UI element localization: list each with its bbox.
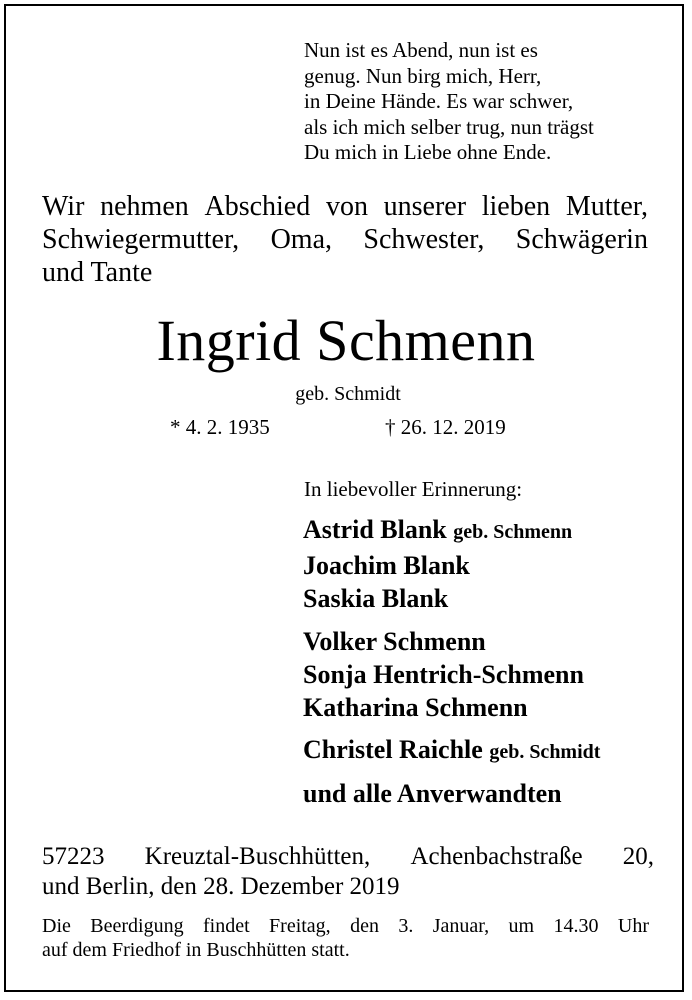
intro-word: nehmen: [100, 191, 189, 222]
mourner-entry: [303, 691, 600, 724]
intro-word: Mutter,: [565, 191, 648, 222]
poem-line: als ich mich selber trug, nun trägst: [304, 114, 594, 139]
poem: [304, 38, 594, 166]
intro-word: Schwester,: [363, 224, 485, 255]
mourner-entry: [303, 582, 600, 615]
mourner-entry: [303, 658, 600, 691]
mourner-name: Astrid Blank: [303, 515, 447, 544]
funeral-word: den: [350, 915, 379, 937]
address-word: 57223: [42, 843, 105, 870]
mourner-name: Sonja Hentrich-Schmenn: [303, 660, 584, 689]
intro-word: Schwiegermutter,: [42, 224, 240, 255]
funeral-word: um: [508, 915, 535, 937]
funeral-info: [42, 914, 649, 962]
address-word: Achenbachstraße: [410, 843, 583, 870]
mourners-closing: und alle Anverwandten: [303, 779, 562, 808]
address-line-1: [42, 842, 654, 872]
funeral-line-1: [42, 914, 649, 938]
intro-text: [42, 190, 648, 289]
address-line-2: und Berlin, den 28. Dezember 2019: [42, 873, 400, 900]
poem-line: Nun ist es Abend, nun ist es: [304, 38, 538, 62]
funeral-word: Die: [42, 915, 71, 937]
mourner-entry: [303, 625, 600, 658]
mourner-maiden-name: geb. Schmidt: [489, 741, 601, 763]
intro-word: lieben: [481, 191, 551, 222]
deceased-name: Ingrid Schmenn: [156, 308, 536, 373]
mourner-name: Joachim Blank: [303, 551, 470, 580]
funeral-word: Januar,: [432, 915, 490, 937]
poem-line: in Deine Hände. Es war schwer,: [304, 89, 574, 113]
funeral-word: findet: [202, 915, 250, 937]
intro-word: Schwägerin: [515, 224, 648, 255]
funeral-word: Beerdigung: [90, 915, 184, 937]
mourner-entry: [303, 549, 600, 582]
intro-word: Abschied: [204, 191, 311, 222]
address-word: Kreuztal-Buschhütten,: [144, 843, 371, 870]
mourner-maiden-name: geb. Schmenn: [453, 521, 573, 543]
funeral-word: 14.30: [553, 915, 599, 937]
mourner-name: Christel Raichle: [303, 735, 483, 764]
intro-line-1: [42, 190, 648, 223]
mourners-list: [303, 513, 600, 810]
intro-line-3: und Tante: [42, 257, 153, 288]
memorial-heading: In liebevoller Erinnerung:: [304, 477, 523, 501]
mourner-entry: [303, 513, 600, 549]
address-block: [42, 842, 654, 902]
birth-date: * 4. 2. 1935: [170, 415, 270, 439]
intro-word: unserer: [383, 191, 467, 222]
mourner-name: Volker Schmenn: [303, 627, 486, 656]
poem-line: genug. Nun birg mich, Herr,: [304, 63, 542, 88]
maiden-name: geb. Schmidt: [295, 383, 401, 405]
intro-word: Wir: [42, 191, 85, 222]
mourner-name: Saskia Blank: [303, 584, 449, 613]
death-date: † 26. 12. 2019: [385, 415, 506, 439]
funeral-word: Freitag,: [269, 915, 331, 937]
funeral-word: Uhr: [617, 915, 649, 937]
intro-line-2: [42, 223, 648, 256]
intro-word: von: [325, 191, 368, 222]
intro-word: Oma,: [270, 224, 332, 255]
funeral-line-2: auf dem Friedhof in Buschhütten statt.: [42, 939, 350, 961]
mourner-entry: [303, 733, 600, 769]
address-word: 20,: [622, 843, 654, 870]
poem-line: Du mich in Liebe ohne Ende.: [304, 140, 552, 164]
funeral-word: 3.: [398, 915, 414, 937]
mourner-name: Katharina Schmenn: [303, 693, 528, 722]
